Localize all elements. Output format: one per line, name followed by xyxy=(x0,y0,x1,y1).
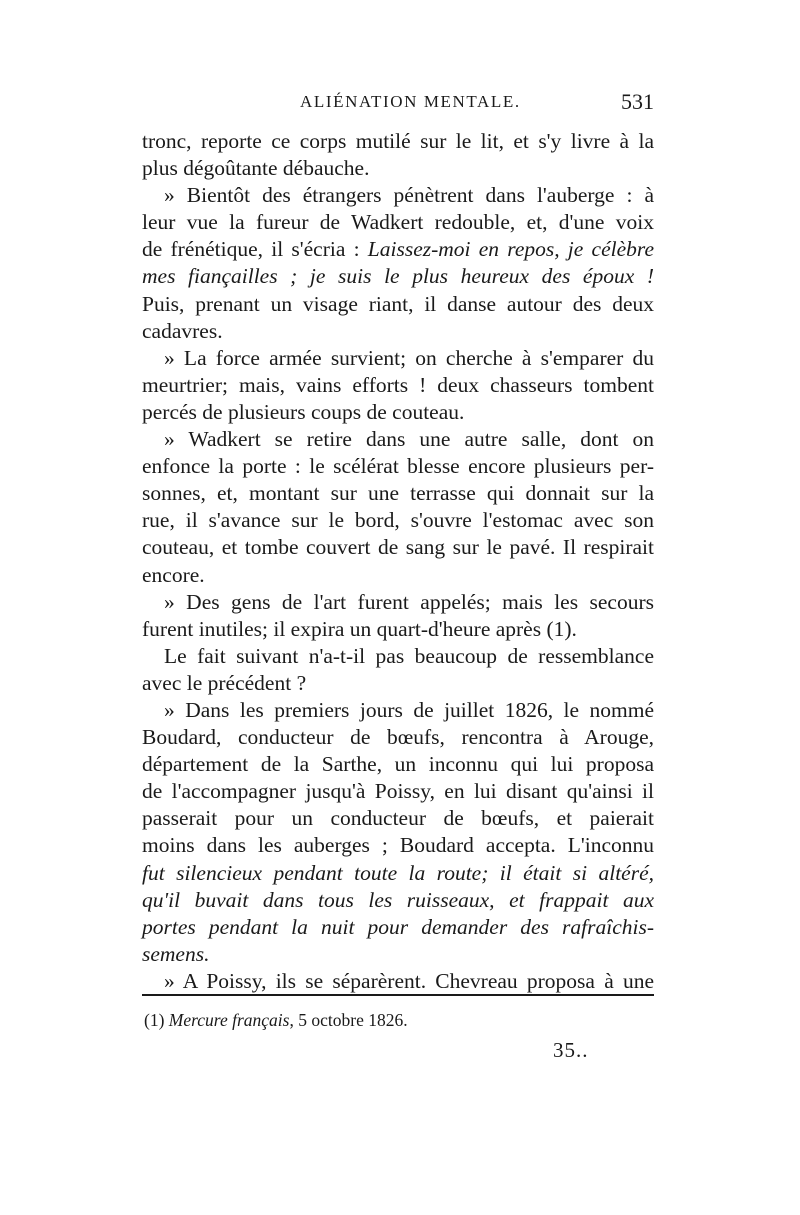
footnote-marker: (1) xyxy=(144,1010,169,1030)
text-line xyxy=(142,263,654,290)
text-line xyxy=(142,209,654,236)
text-line-content: encore. xyxy=(142,562,205,587)
text-line xyxy=(142,941,654,968)
text-line-content: furent inutiles; il expira un quart-d'heure après (1). xyxy=(142,616,577,641)
text-line-content: plus dégoûtante débauche. xyxy=(142,156,370,181)
text-line xyxy=(142,751,654,778)
text-line xyxy=(142,724,654,751)
text-line xyxy=(142,372,654,399)
text-line-content xyxy=(142,264,654,288)
text-line-content: département de la Sarthe, un inconnu qui lui proposa xyxy=(142,752,654,777)
text-line-content: rue, il s'avance sur le bord, s'ouvre l'estomac avec son xyxy=(142,508,654,533)
text-line-content: passerait pour un conducteur de bœufs, et paierait xyxy=(142,806,654,831)
footnote-rule xyxy=(142,994,654,996)
text-line-content: » Wadkert se retire dans une autre salle, dont on xyxy=(164,427,654,452)
text-line xyxy=(142,805,654,832)
text-line-content: » A Poissy, ils se séparèrent. Chevreau proposa à une xyxy=(164,968,654,993)
text-line xyxy=(142,426,654,453)
text-line xyxy=(142,968,654,995)
text-line-content: meurtrier; mais, vains efforts ! deux chasseurs tombent xyxy=(142,372,654,397)
text-line xyxy=(142,236,654,263)
text-line xyxy=(142,778,654,805)
text-line xyxy=(142,589,654,616)
text-line-content xyxy=(142,888,654,912)
text-line-content: couteau, et tombe couvert de sang sur le pavé. Il respirait xyxy=(142,535,654,560)
text-line xyxy=(142,318,654,345)
italic-segment: fut silencieux pendant toute la route; il était si altéré, xyxy=(142,860,654,885)
text-line-content: cadavres. xyxy=(142,318,223,343)
text-line-content xyxy=(142,942,209,966)
text-line xyxy=(142,182,654,209)
text-line xyxy=(142,155,654,182)
text-line xyxy=(142,860,654,887)
text-line xyxy=(142,507,654,534)
text-line-content: » Bientôt des étrangers pénètrent dans l'auberge : à xyxy=(164,183,654,208)
footnote-source: Mercure français xyxy=(168,1010,290,1030)
text-line-content: » Des gens de l'art furent appelés; mais les secours xyxy=(164,589,654,614)
italic-segment: Laissez-moi en repos, je célèbre xyxy=(367,237,654,262)
text-line xyxy=(142,291,654,318)
text-line-content: enfonce la porte : le scélérat blesse encore plusieurs per- xyxy=(142,454,654,479)
text-line xyxy=(142,534,654,561)
text-line xyxy=(142,562,654,589)
text-line-content: Boudard, conducteur de bœufs, rencontra à Arouge, xyxy=(142,725,654,750)
text-line-content: Le fait suivant n'a-t-il pas beaucoup de ressemblance xyxy=(164,643,654,668)
text-line xyxy=(142,887,654,914)
text-line-content: moins dans les auberges ; Boudard accepta. L'inconnu xyxy=(142,833,654,858)
text-line xyxy=(142,345,654,372)
text-line-content: avec le précédent ? xyxy=(142,670,307,695)
text-line-content: sonnes, et, montant sur une terrasse qui donnait sur la xyxy=(142,481,654,506)
italic-segment: portes pendant la nuit pour demander des rafraîchis- xyxy=(142,914,654,939)
text-line xyxy=(142,643,654,670)
footnote-rest: , 5 octobre 1826. xyxy=(289,1010,408,1030)
text-segment: de frénétique, il s'écria : xyxy=(142,237,368,262)
text-line xyxy=(142,399,654,426)
text-line-content: Puis, prenant un visage riant, il danse autour des deux xyxy=(142,291,654,316)
text-line xyxy=(142,670,654,697)
text-line xyxy=(142,697,654,724)
text-line xyxy=(142,128,654,155)
text-line-content: tronc, reporte ce corps mutilé sur le lit, et s'y livre à la xyxy=(142,129,654,153)
text-line xyxy=(142,480,654,507)
italic-segment: qu'il buvait dans tous les ruisseaux, et frappait aux xyxy=(142,887,654,912)
italic-segment: semens. xyxy=(142,941,210,966)
footnote xyxy=(144,1010,408,1031)
text-line-content xyxy=(142,915,654,939)
text-line xyxy=(142,914,654,941)
running-title: ALIÉNATION MENTALE. xyxy=(300,92,521,111)
text-line-content: de l'accompagner jusqu'à Poissy, en lui disant qu'ainsi il xyxy=(142,779,654,804)
text-line-content: percés de plusieurs coups de couteau. xyxy=(142,399,465,424)
text-line-content xyxy=(142,861,654,885)
text-line-content: leur vue la fureur de Wadkert redouble, et, d'une voix xyxy=(142,210,654,235)
signature-mark: 35.. xyxy=(553,1038,589,1062)
text-line-content: » La force armée survient; on cherche à s'emparer du xyxy=(164,345,654,370)
text-line-content xyxy=(142,237,654,261)
body-text xyxy=(142,128,654,995)
text-line xyxy=(142,832,654,859)
text-line xyxy=(142,453,654,480)
running-head xyxy=(142,89,654,120)
italic-segment: mes fiançailles ; je suis le plus heureux des époux ! xyxy=(142,264,654,289)
page-number: 531 xyxy=(621,89,654,114)
text-line-content: » Dans les premiers jours de juillet 1826, le nommé xyxy=(164,697,654,722)
text-line xyxy=(142,616,654,643)
